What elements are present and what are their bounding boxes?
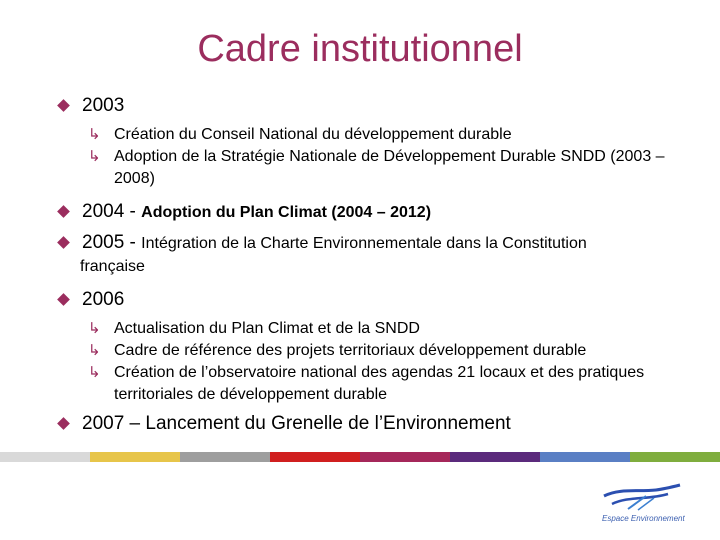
sub-bullet xyxy=(58,362,698,406)
bullet-description-continued: française xyxy=(80,258,145,275)
arrow-bullet-icon: ↳ xyxy=(88,320,101,337)
arrow-bullet-icon: ↳ xyxy=(88,148,101,165)
separator: - xyxy=(124,201,142,222)
year-label: 2004 xyxy=(82,201,125,222)
slide-title: Cadre institutionnel xyxy=(197,28,523,70)
arrow-bullet-icon: ↳ xyxy=(88,342,101,359)
sub-bullet xyxy=(58,340,698,362)
arrow-bullet-icon: ↳ xyxy=(88,126,101,143)
year-label: 2003 xyxy=(82,95,125,116)
bullet-description: Adoption du Plan Climat (2004 – 2012) xyxy=(141,204,432,221)
bullet-2003 xyxy=(58,94,698,118)
slide-content xyxy=(58,94,698,436)
arrow-bullet-icon: ↳ xyxy=(88,364,101,381)
diamond-icon xyxy=(57,417,70,430)
bullet-2004 xyxy=(58,200,698,225)
color-segment xyxy=(630,452,720,462)
sub-bullet xyxy=(58,124,698,146)
sub-bullet-text: Création du Conseil National du développement durable xyxy=(114,126,512,143)
bullet-2005-continuation xyxy=(58,256,698,278)
color-segment xyxy=(0,452,90,462)
diamond-icon xyxy=(57,99,70,112)
year-label: 2006 xyxy=(82,289,125,310)
color-segment xyxy=(90,452,180,462)
diamond-icon xyxy=(57,205,70,218)
sub-bullet-text: Actualisation du Plan Climat et de la SNDD xyxy=(114,320,420,337)
diamond-icon xyxy=(57,293,70,306)
color-segment xyxy=(270,452,360,462)
bullet-2006 xyxy=(58,288,698,312)
sub-bullet xyxy=(58,146,698,190)
sub-bullet-text: Adoption de la Stratégie Nationale de Développement Durable SNDD (2003 – 2008) xyxy=(114,148,665,187)
footer-color-bar xyxy=(0,452,720,462)
separator: - xyxy=(124,232,142,253)
color-segment xyxy=(360,452,450,462)
bullet-2005 xyxy=(58,231,698,256)
sub-bullet-text: Cadre de référence des projets territoriaux développement durable xyxy=(114,342,587,359)
bullet-description: Intégration de la Charte Environnementale dans la Constitution xyxy=(141,235,587,252)
bullet-2007 xyxy=(58,412,698,436)
logo-text: Espace Environnement xyxy=(602,514,685,523)
sub-bullet-text: Création de l’observatoire national des agendas 21 locaux et des pratiques territoriales de développement durable xyxy=(114,364,645,403)
year-label: 2005 xyxy=(82,232,125,253)
diamond-icon xyxy=(57,236,70,249)
color-segment xyxy=(540,452,630,462)
sub-bullet xyxy=(58,318,698,340)
color-segment xyxy=(450,452,540,462)
bullet-heading: 2007 – Lancement du Grenelle de l’Environnement xyxy=(82,413,511,434)
color-segment xyxy=(180,452,270,462)
